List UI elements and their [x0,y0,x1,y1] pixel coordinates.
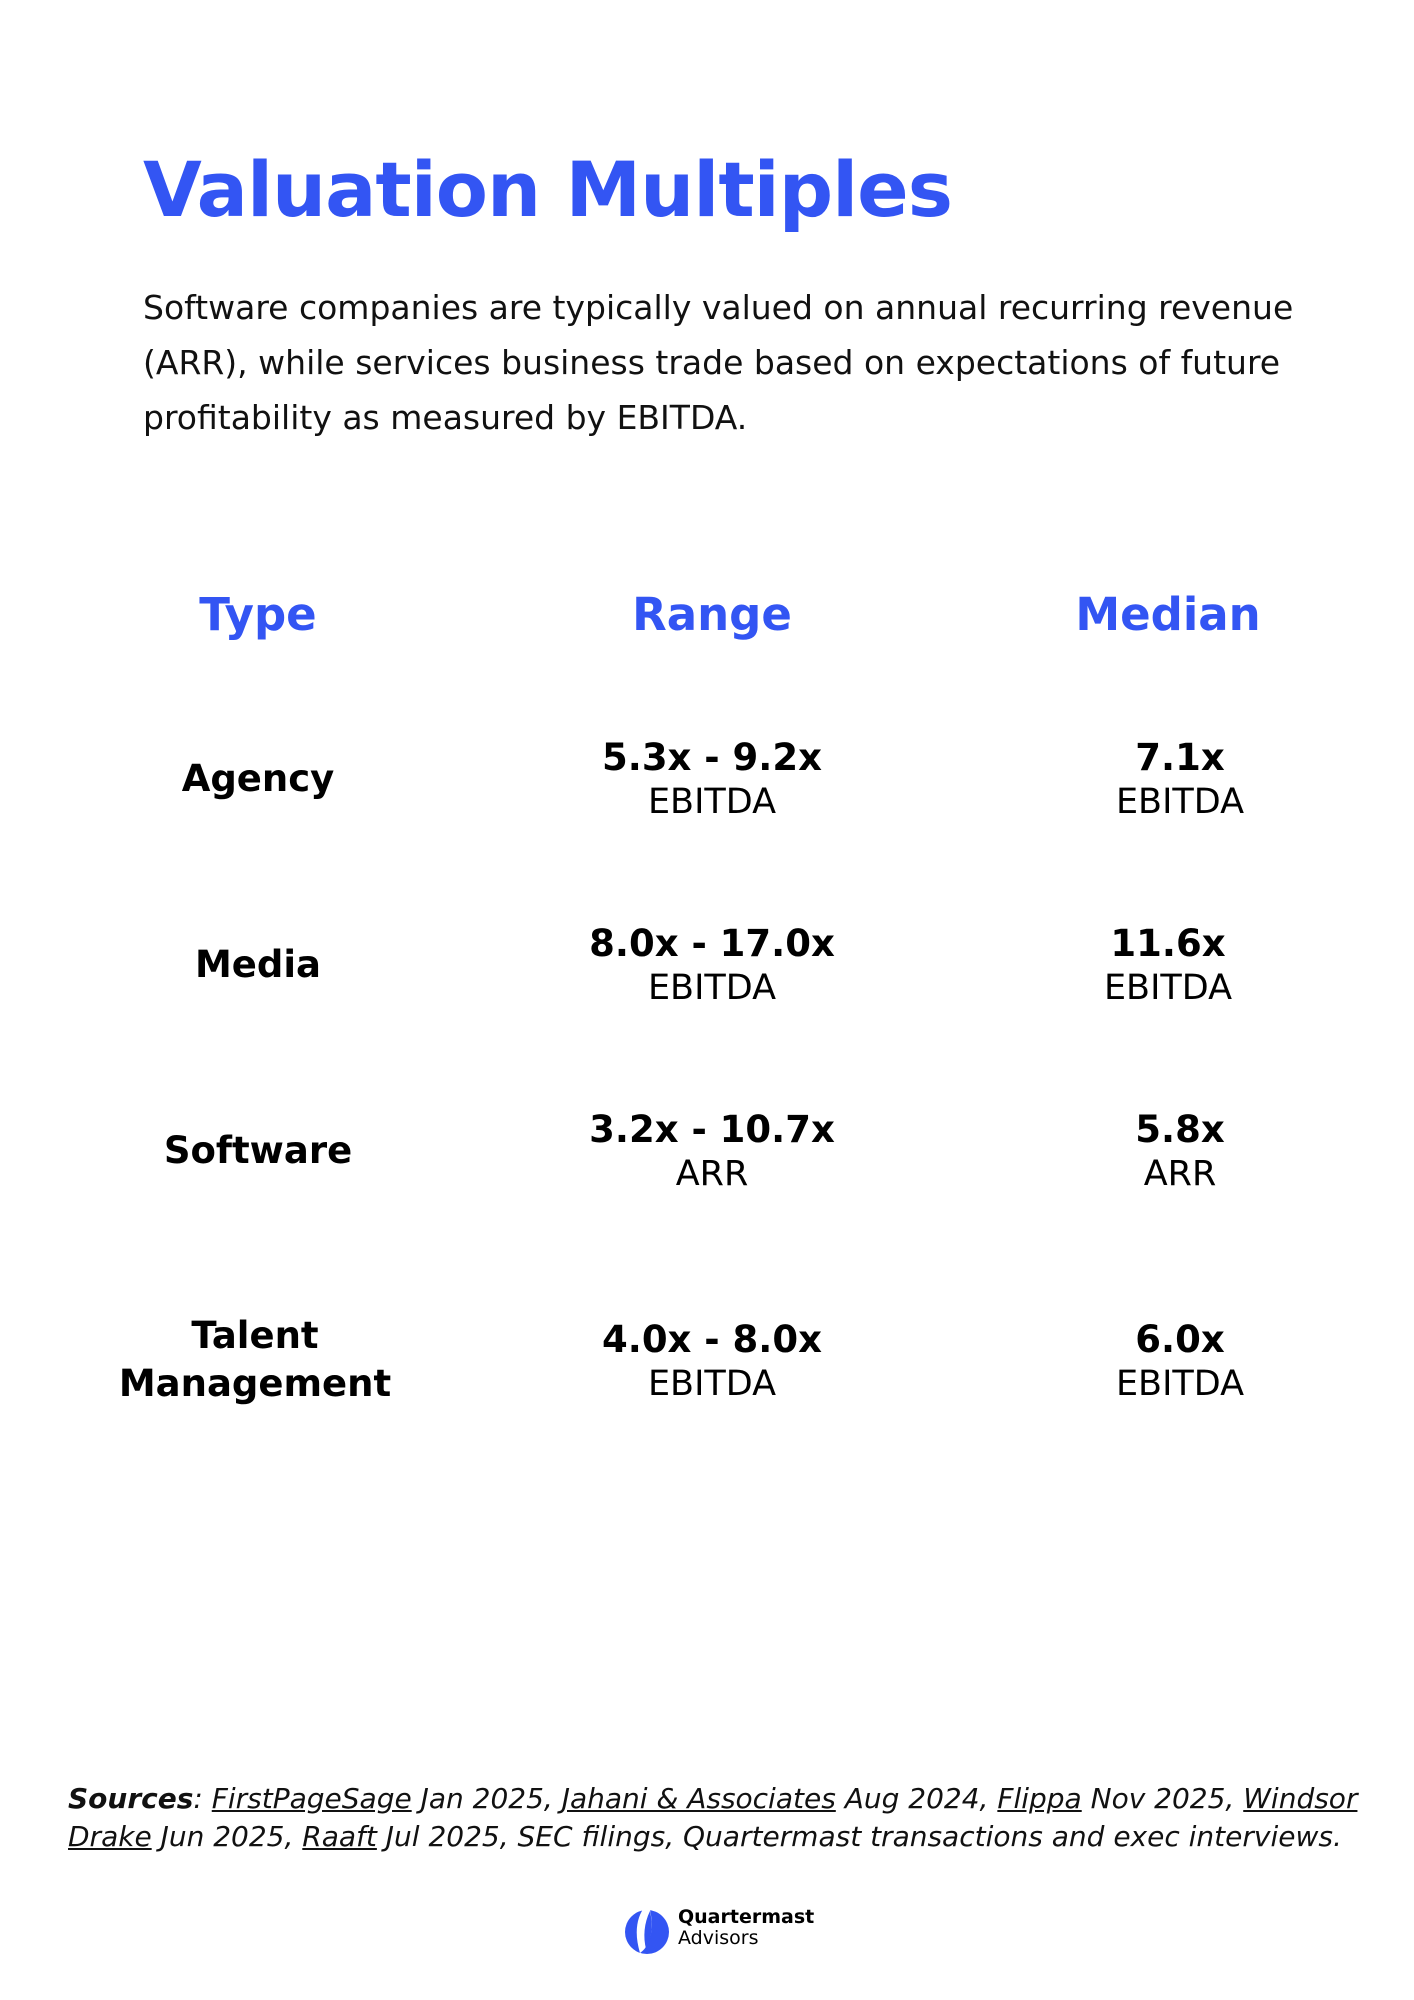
median-unit: EBITDA [1103,968,1233,1008]
median-cell [980,1318,1380,1406]
median-unit: EBITDA [1115,782,1245,822]
page-title: Valuation Multiples [143,145,952,234]
source-date: Jan 2025, [411,1782,562,1815]
median-cell [968,922,1368,1010]
sources-separator: : [193,1782,212,1815]
range-value: 5.3x - 9.2x [602,736,822,779]
source-link-raaft[interactable]: Raaft [302,1820,377,1853]
row-type-label: Media [194,943,322,986]
range-unit: EBITDA [647,1364,777,1404]
source-link-flippa[interactable]: Flippa [997,1782,1082,1815]
source-link-jahani[interactable]: Jahani & Associates [561,1782,836,1815]
source-link-firstpagesage[interactable]: FirstPageSage [211,1782,412,1815]
median-value: 7.1x [1135,736,1225,779]
range-value: 4.0x - 8.0x [602,1318,822,1361]
column-header-type: Type [199,588,317,641]
row-type-label [55,1312,455,1408]
range-cell [512,922,912,1010]
range-unit: EBITDA [647,782,777,822]
median-value: 11.6x [1110,922,1226,965]
sources-label: Sources [68,1782,194,1815]
intro-paragraph: Software companies are typically valued on annual recurring revenue (ARR), while services business trade based on expectations of future profitability as measured by EBITDA. [143,288,1294,437]
source-tail: Jul 2025, SEC filings, Quartermast transactions and exec interviews. [376,1820,1342,1853]
column-header-range: Range [632,588,792,641]
row-type-label-line1: Talent [191,1314,319,1357]
row-type-label-line2: Management [118,1362,392,1405]
company-logo [622,1898,814,1958]
logo-text [678,1907,814,1949]
range-cell [512,1108,912,1196]
row-type-label: Software [163,1129,353,1172]
median-value: 6.0x [1135,1318,1225,1361]
sail-logo-icon [622,1899,672,1957]
median-cell [980,736,1380,824]
sources-note [68,1780,1358,1856]
range-cell [512,736,912,824]
range-value: 3.2x - 10.7x [589,1108,835,1151]
median-unit: ARR [1143,1154,1217,1194]
logo-subtitle: Advisors [678,1927,759,1949]
range-unit: EBITDA [647,968,777,1008]
source-date: Aug 2024, [835,1782,998,1815]
range-unit: ARR [675,1154,749,1194]
median-unit: EBITDA [1115,1364,1245,1404]
median-value: 5.8x [1135,1108,1225,1151]
range-cell [512,1318,912,1406]
median-cell [980,1108,1380,1196]
row-type-label: Agency [181,757,335,800]
range-value: 8.0x - 17.0x [589,922,835,965]
column-header-median: Median [1075,588,1261,641]
source-date: Nov 2025, [1081,1782,1244,1815]
source-date: Jun 2025, [151,1820,303,1853]
source-link-windsor-drake[interactable]: Windsor Drake [68,1782,1358,1853]
logo-name: Quartermast [678,1906,815,1928]
